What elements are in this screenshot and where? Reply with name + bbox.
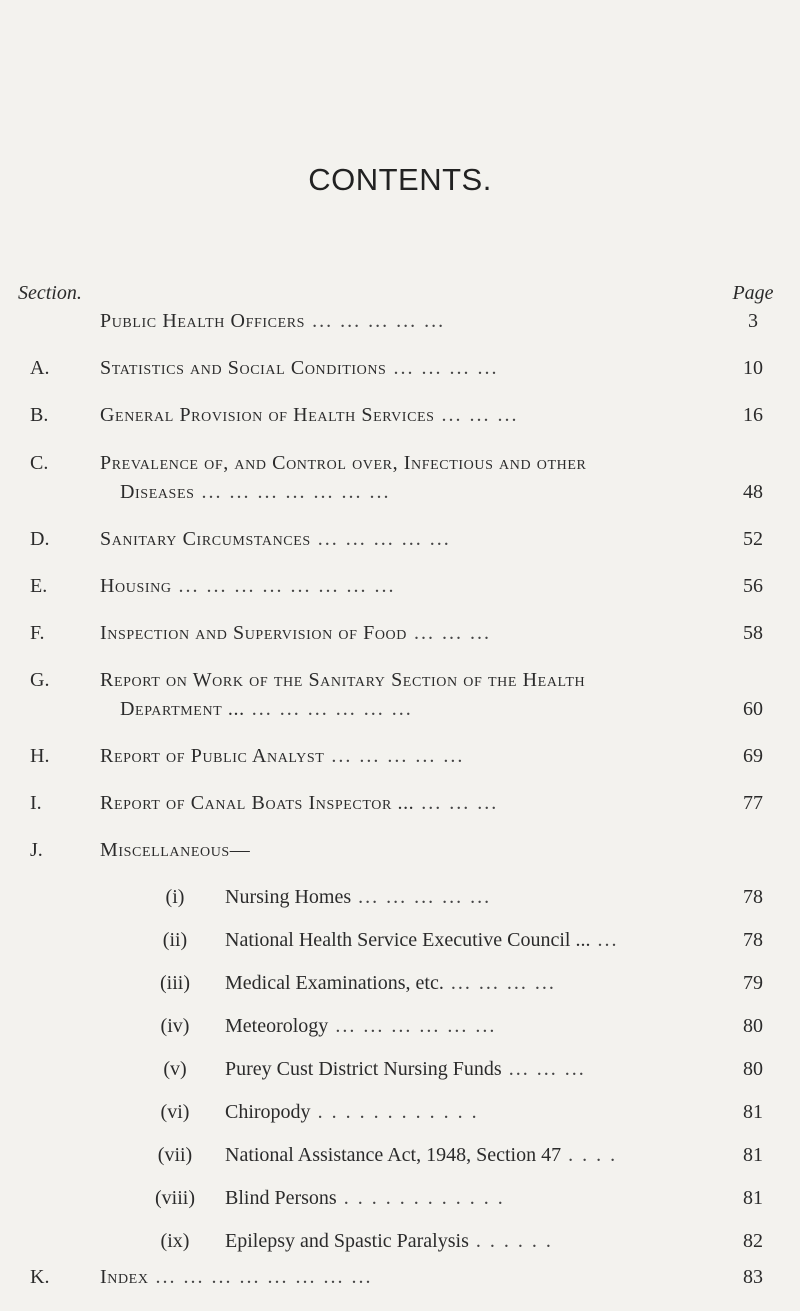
subentry-title: National Health Service Executive Council ...	[225, 929, 591, 951]
leader-dots: ... ... ... ...	[443, 972, 556, 994]
entry-title: Report of Public Analyst	[100, 745, 325, 767]
subentry-number: (v)	[163, 1058, 187, 1080]
subentry-title: Blind Persons	[225, 1187, 337, 1209]
toc-entry[interactable]	[0, 1266, 800, 1296]
toc-subentry[interactable]	[0, 1058, 800, 1088]
subentry-number: (vi)	[160, 1101, 190, 1123]
toc-entry[interactable]	[0, 745, 800, 775]
page-number: 81	[743, 1101, 763, 1123]
leader-dots: ... ... ... ... ...	[351, 886, 492, 908]
entry-title: Inspection and Supervision of Food	[100, 622, 407, 644]
page-number: 81	[743, 1144, 763, 1166]
toc-entry[interactable]	[0, 622, 800, 652]
toc-entry[interactable]	[0, 357, 800, 387]
page-number: 10	[743, 357, 763, 379]
toc-entry[interactable]	[0, 669, 800, 699]
entry-title-continued: Diseases	[120, 481, 195, 503]
section-column-header: Section.	[18, 282, 82, 304]
page-number: 3	[748, 310, 758, 332]
entry-title: Report on Work of the Sanitary Section of the Health	[100, 669, 586, 691]
leader-dots: ... ... ...	[414, 792, 499, 814]
toc-subentry[interactable]	[0, 1144, 800, 1174]
page-number: 77	[743, 792, 763, 814]
page-number: 69	[743, 745, 763, 767]
toc-entry[interactable]	[0, 310, 800, 340]
entry-title: Prevalence of, and Control over, Infectious and other	[100, 452, 587, 474]
toc-entry[interactable]	[0, 528, 800, 558]
leader-dots: ... ... ...	[434, 404, 519, 426]
subentry-number: (ii)	[162, 929, 188, 951]
entry-title: Report of Canal Boats Inspector ...	[100, 792, 415, 814]
page-number: 56	[743, 575, 763, 597]
page-number: 60	[743, 698, 763, 720]
subentry-number: (i)	[165, 886, 185, 908]
subentry-title: Nursing Homes	[225, 886, 352, 908]
page-number: 48	[743, 481, 763, 503]
leader-dots: ...	[590, 929, 619, 951]
page-number: 83	[743, 1266, 763, 1288]
leader-dots: ... ... ... ... ... ...	[328, 1015, 497, 1037]
leader-dots: ... ... ... ... ...	[310, 528, 451, 550]
page-number: 79	[743, 972, 763, 994]
section-letter: J.	[30, 839, 43, 861]
entry-title: Index	[100, 1266, 149, 1288]
subentry-number: (ix)	[160, 1230, 190, 1252]
entry-title: Miscellaneous—	[100, 839, 251, 861]
page-number: 78	[743, 886, 763, 908]
subentry-title: National Assistance Act, 1948, Section 47	[225, 1144, 562, 1166]
leader-dots: ... ... ... ...	[386, 357, 499, 379]
toc-subentry[interactable]	[0, 1230, 800, 1260]
toc-subentry[interactable]	[0, 886, 800, 916]
leader-dots: ... ... ... ... ... ... ...	[194, 481, 391, 503]
toc-entry-continuation[interactable]	[0, 698, 800, 728]
page-title: CONTENTS.	[308, 162, 492, 197]
toc-entry[interactable]	[0, 839, 800, 869]
leader-dots: ... ... ... ... ...	[324, 745, 465, 767]
entry-title: Sanitary Circumstances	[100, 528, 311, 550]
toc-entry[interactable]	[0, 575, 800, 605]
section-letter: I.	[30, 792, 42, 814]
page-number: 78	[743, 929, 763, 951]
leader-dots: . . . .	[561, 1144, 618, 1166]
toc-subentry[interactable]	[0, 1101, 800, 1131]
section-letter: A.	[30, 357, 50, 379]
subentry-title: Meteorology	[225, 1015, 329, 1037]
page-number: 52	[743, 528, 763, 550]
toc-entry-continuation[interactable]	[0, 481, 800, 511]
toc-entry[interactable]	[0, 792, 800, 822]
entry-title-continued: Department ...	[120, 698, 245, 720]
section-letter: D.	[30, 528, 50, 550]
leader-dots: ... ... ...	[501, 1058, 586, 1080]
entry-title: Housing	[100, 575, 172, 597]
toc-subentry[interactable]	[0, 972, 800, 1002]
leader-dots: ... ... ... ... ... ... ... ...	[148, 1266, 373, 1288]
toc-entry[interactable]	[0, 404, 800, 434]
subentry-number: (viii)	[155, 1187, 195, 1209]
section-letter: K.	[30, 1266, 50, 1288]
section-letter: B.	[30, 404, 49, 426]
subentry-number: (iv)	[160, 1015, 190, 1037]
subentry-title: Medical Examinations, etc.	[225, 972, 444, 994]
section-letter: F.	[30, 622, 45, 644]
toc-entry[interactable]	[0, 452, 800, 482]
toc-subentry[interactable]	[0, 1015, 800, 1045]
subentry-title: Chiropody	[225, 1101, 311, 1123]
entry-title: General Provision of Health Services	[100, 404, 435, 426]
page-number: 58	[743, 622, 763, 644]
section-letter: E.	[30, 575, 48, 597]
section-letter: C.	[30, 452, 49, 474]
toc-subentry[interactable]	[0, 1187, 800, 1217]
page-number: 16	[743, 404, 763, 426]
page-number: 80	[743, 1015, 763, 1037]
leader-dots: . . . . . .	[468, 1230, 553, 1252]
subentry-title: Epilepsy and Spastic Paralysis	[225, 1230, 469, 1252]
entry-title: Public Health Officers	[100, 310, 306, 332]
leader-dots: ... ... ... ... ... ...	[244, 698, 413, 720]
leader-dots: ... ... ...	[406, 622, 491, 644]
page-number: 81	[743, 1187, 763, 1209]
section-letter: H.	[30, 745, 50, 767]
toc-subentry[interactable]	[0, 929, 800, 959]
leader-dots: . . . . . . . . . . . .	[310, 1101, 479, 1123]
page-column-header: Page	[732, 282, 774, 304]
subentry-title: Purey Cust District Nursing Funds	[225, 1058, 502, 1080]
page-number: 82	[743, 1230, 763, 1252]
subentry-number: (vii)	[157, 1144, 193, 1166]
leader-dots: ... ... ... ... ...	[305, 310, 446, 332]
section-letter: G.	[30, 669, 50, 691]
leader-dots: . . . . . . . . . . . .	[336, 1187, 505, 1209]
leader-dots: ... ... ... ... ... ... ... ...	[171, 575, 396, 597]
page-number: 80	[743, 1058, 763, 1080]
subentry-number: (iii)	[160, 972, 190, 994]
entry-title: Statistics and Social Conditions	[100, 357, 387, 379]
